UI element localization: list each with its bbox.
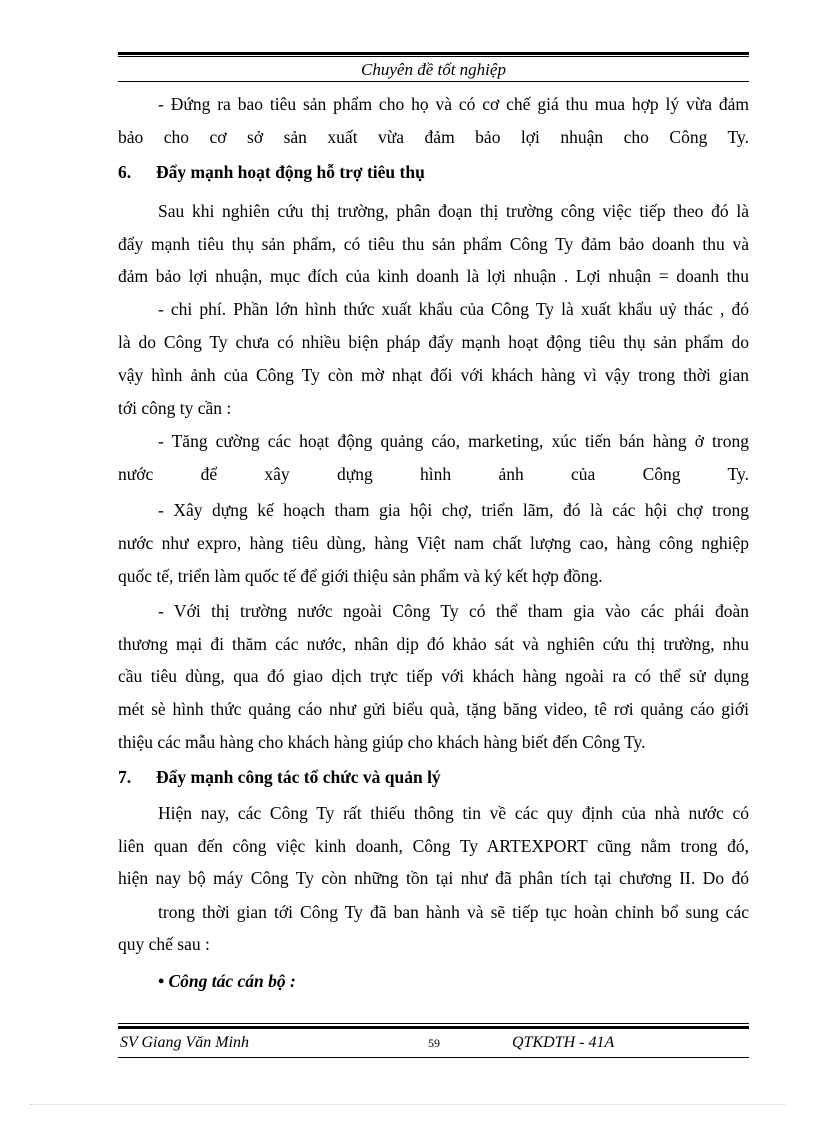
paragraph-line: là do Công Ty chưa có nhiều biện pháp đẩy mạnh hoạt động tiêu thụ sản phẩm do bbox=[118, 332, 749, 352]
bullet-line: - Xây dựng kế hoạch tham gia hội chợ, triển lãm, đó là các hội chợ trong bbox=[158, 500, 749, 520]
paragraph-line: Hiện nay, các Công Ty rất thiếu thông tin về các quy định của nhà nước có bbox=[158, 803, 749, 823]
paragraph-line: trong thời gian tới Công Ty đã ban hành và sẽ tiếp tục hoàn chỉnh bổ sung các bbox=[158, 902, 749, 922]
page-edge-dots bbox=[30, 1104, 786, 1105]
paragraph-line: hiện nay bộ máy Công Ty còn những tồn tại như đã phân tích tại chương II. Do đó bbox=[118, 868, 749, 888]
paragraph-line: tới công ty cần : bbox=[118, 398, 232, 418]
header-rule-bottom bbox=[118, 56, 749, 57]
paragraph-line: quốc tế, triển làm quốc tế để giới thiệu sản phẩm và ký kết hợp đồng. bbox=[118, 566, 603, 586]
paragraph-line: vậy hình ảnh của Công Ty còn mờ nhạt đối với khách hàng vì vậy trong thời gian bbox=[118, 365, 749, 385]
paragraph-line: cầu tiêu dùng, qua đó giao dịch trực tiếp với khách hàng ngoài ra có thể sử dụng bbox=[118, 666, 749, 686]
section-number: 6. bbox=[118, 162, 132, 182]
paragraph-line: nước để xây dựng hình ảnh của Công Ty. bbox=[118, 464, 749, 484]
header-title: Chuyên đề tốt nghiệp bbox=[361, 60, 506, 79]
bullet-line: - Với thị trường nước ngoài Công Ty có thể tham gia vào các phái đoàn bbox=[158, 601, 749, 621]
paragraph-line: bảo cho cơ sở sản xuất vừa đảm bảo lợi nhuận cho Công Ty. bbox=[118, 127, 749, 147]
paragraph-line: thương mại đi thăm các nước, nhân dịp đó khảo sát và nghiên cứu thị trường, nhu bbox=[118, 634, 749, 654]
paragraph-line: thiệu các mẫu hàng cho khách hàng giúp cho khách hàng biết đến Công Ty. bbox=[118, 732, 646, 752]
header-underline bbox=[118, 81, 749, 82]
paragraph-line: quy chế sau : bbox=[118, 934, 210, 954]
section-title: Đẩy mạnh hoạt động hỗ trợ tiêu thụ bbox=[156, 162, 425, 182]
bullet-line: - Tăng cường các hoạt động quảng cáo, marketing, xúc tiến bán hàng ở trong bbox=[158, 431, 749, 451]
header-rule-top bbox=[118, 52, 749, 55]
footer-author: SV Giang Văn Minh bbox=[120, 1034, 250, 1051]
section-title: Đẩy mạnh công tác tổ chức và quản lý bbox=[156, 767, 441, 787]
paragraph-line: mét sè hình thức quảng cáo như gửi biểu quà, tặng băng video, tê rơi quảng cáo giới bbox=[118, 699, 749, 719]
paragraph-line: nước như expro, hàng tiêu dùng, hàng Việt nam chất lượng cao, hàng công nghiệp bbox=[118, 533, 749, 553]
paragraph-line: liên quan đến công việc kinh doanh, Công Ty ARTEXPORT cũng nằm trong đó, bbox=[118, 836, 749, 856]
footer-underline bbox=[118, 1057, 749, 1058]
paragraph-line: - Đứng ra bao tiêu sản phẩm cho họ và có cơ chế giá thu mua hợp lý vừa đảm bbox=[158, 94, 749, 114]
bullet-heading: • Công tác cán bộ : bbox=[158, 971, 296, 991]
section-heading-7 bbox=[118, 766, 749, 788]
paragraph-line: - chi phí. Phần lớn hình thức xuất khẩu của Công Ty là xuất khẩu uỷ thác , đó bbox=[158, 299, 749, 319]
footer-rule-bottom bbox=[118, 1026, 749, 1029]
page-number: 59 bbox=[428, 1036, 440, 1050]
section-heading-6 bbox=[118, 161, 749, 183]
paragraph-line: Sau khi nghiên cứu thị trường, phân đoạn thị trường công việc tiếp theo đó là bbox=[158, 201, 749, 221]
section-number: 7. bbox=[118, 767, 132, 787]
footer-class: QTKDTH - 41A bbox=[512, 1034, 615, 1051]
footer-rule-top bbox=[118, 1023, 749, 1024]
paragraph-line: đẩy mạnh tiêu thụ sản phẩm, có tiêu thu sản phẩm Công Ty đảm bảo doanh thu và bbox=[118, 234, 749, 254]
paragraph-line: đảm bảo lợi nhuận, mục đích của kinh doanh là lợi nhuận . Lợi nhuận = doanh thu bbox=[118, 266, 749, 286]
